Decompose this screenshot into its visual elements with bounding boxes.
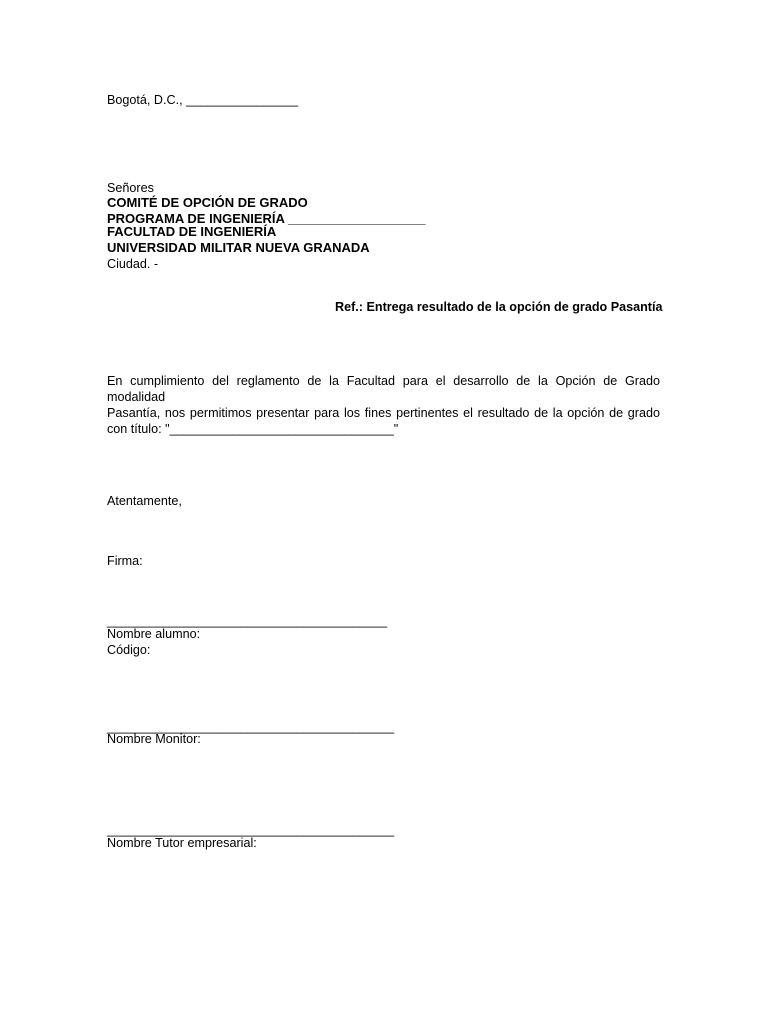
recipient-line-faculty: FACULTAD DE INGENIERÍA	[107, 224, 277, 239]
city-line: Ciudad. -	[107, 257, 159, 271]
body-line: Pasantía, nos permitimos presentar para los fines pertinentes el resultado de la opción de grado	[107, 406, 660, 420]
student-name-label: Nombre alumno:	[107, 627, 201, 641]
closing: Atentamente,	[107, 494, 182, 508]
recipient-line-program: PROGRAMA DE INGENIERÍA ___________________	[107, 211, 426, 226]
signature-line-monitor: _________________________________________	[107, 720, 395, 734]
salutation: Señores	[107, 181, 154, 195]
body-line: con título: "________________________________"	[107, 422, 399, 436]
signature-line-student: ________________________________________	[107, 614, 388, 628]
reference-line: Ref.: Entrega resultado de la opción de grado Pasantía	[335, 300, 663, 314]
place-date: Bogotá, D.C., ________________	[107, 93, 299, 107]
tutor-name-label: Nombre Tutor empresarial:	[107, 836, 257, 850]
signature-label: Firma:	[107, 554, 143, 568]
student-code-label: Código:	[107, 643, 151, 657]
recipient-line-university: UNIVERSIDAD MILITAR NUEVA GRANADA	[107, 240, 370, 255]
body-line: En cumplimiento del reglamento de la Facultad para el desarrollo de la Opción de Grado modalidad	[107, 374, 660, 404]
recipient-line-committee: COMITÉ DE OPCIÓN DE GRADO	[107, 195, 308, 210]
monitor-name-label: Nombre Monitor:	[107, 732, 201, 746]
signature-line-tutor: _________________________________________	[107, 823, 395, 837]
body-paragraph	[107, 373, 660, 437]
